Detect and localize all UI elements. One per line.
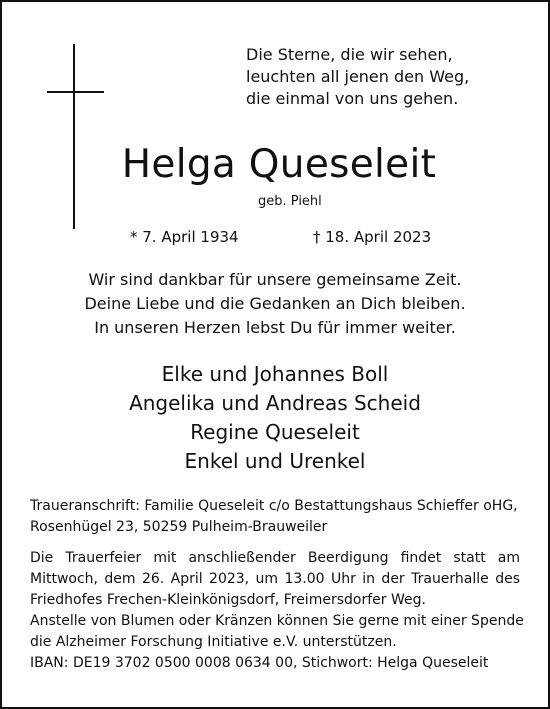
- gratitude-line: Deine Liebe und die Gedanken an Dich bleiben.: [84, 294, 466, 313]
- birth-date: * 7. April 1934: [130, 228, 239, 246]
- cross-icon-bar: [47, 91, 104, 93]
- ceremony-line: Friedhofes Frechen-Kleinkönigsdorf, Freimersdorfer Weg.: [30, 592, 426, 608]
- deceased-name: Helga Queseleit: [121, 142, 437, 187]
- poem-line: Die Sterne, die wir sehen,: [246, 45, 453, 64]
- poem-line: die einmal von uns gehen.: [246, 89, 459, 108]
- mourners-list: [0, 360, 550, 476]
- gratitude-line: In unseren Herzen lebst Du für immer weiter.: [94, 318, 456, 337]
- birth-name: geb. Piehl: [258, 194, 322, 209]
- address-line: Traueranschrift: Familie Queseleit c/o Bestattungshaus Schieffer oHG,: [30, 498, 518, 514]
- mourner-line: Angelika und Andreas Scheid: [129, 391, 421, 415]
- mourner-line: Elke und Johannes Boll: [161, 362, 389, 386]
- donation-line: IBAN: DE19 3702 0500 0008 0634 00, Stichwort: Helga Queseleit: [30, 655, 489, 671]
- ceremony-line: Die Trauerfeier mit anschließender Beerdigung findet statt am: [30, 550, 520, 566]
- donation-line: die Alzheimer Forschung Initiative e.V. unterstützen.: [30, 634, 397, 650]
- ceremony-line: Mittwoch, dem 26. April 2023, um 13.00 Uhr in der Trauerhalle des: [30, 571, 520, 587]
- poem: [246, 44, 476, 110]
- gratitude-line: Wir sind dankbar für unsere gemeinsame Zeit.: [88, 270, 462, 289]
- poem-line: leuchten all jenen den Weg,: [246, 67, 470, 86]
- cross-icon: [73, 44, 75, 229]
- mourner-line: Enkel und Urenkel: [184, 449, 366, 473]
- spacer: [30, 538, 520, 548]
- donation-line: Anstelle von Blumen oder Kränzen können Sie gerne mit einer Spende: [30, 613, 524, 629]
- info-block: [30, 496, 524, 674]
- mourner-line: Regine Queseleit: [190, 420, 360, 444]
- address-line: Rosenhügel 23, 50259 Pulheim-Brauweiler: [30, 519, 328, 535]
- death-date: † 18. April 2023: [313, 228, 432, 246]
- gratitude-text: [0, 268, 550, 340]
